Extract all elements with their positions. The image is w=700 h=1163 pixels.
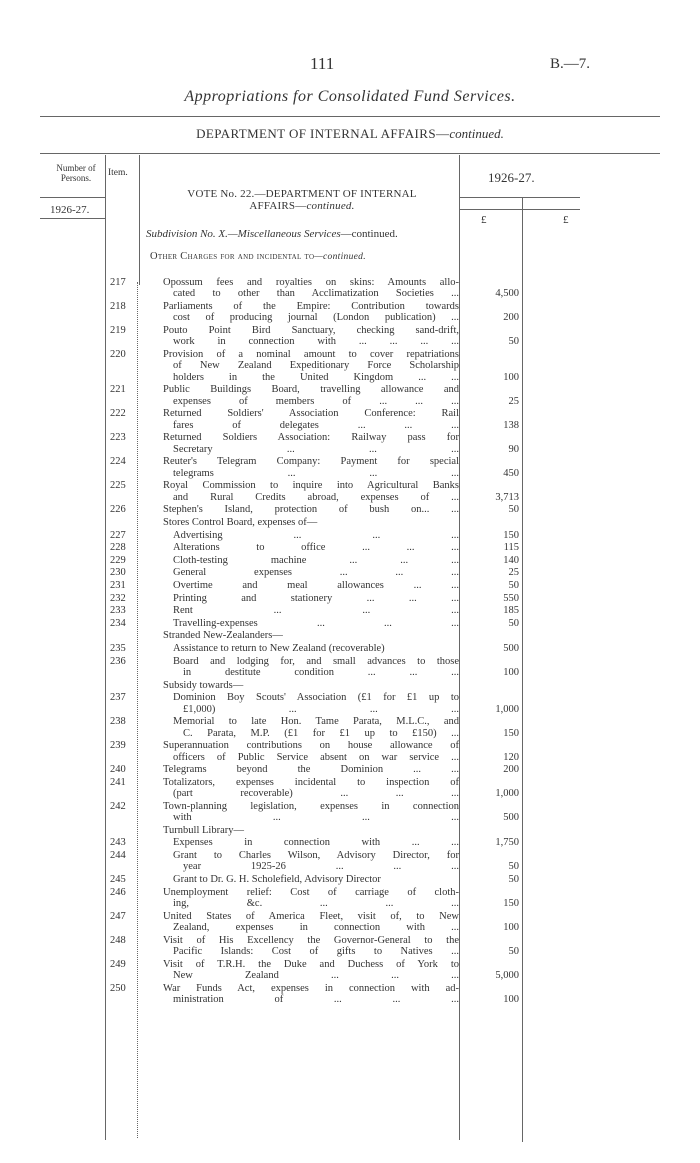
other-charges-heading <box>150 251 366 262</box>
description-line: Expenses in connection with ... ... <box>173 837 459 849</box>
description-line: and Rural Credits abroad, expenses of ... <box>173 491 459 503</box>
department-name: DEPARTMENT OF INTERNAL AFFAIRS— <box>196 126 450 141</box>
item-number: 243 <box>110 837 126 849</box>
item-column-rule-dotted <box>137 282 138 1138</box>
item-description <box>163 325 459 348</box>
vote-continued: continued. <box>306 200 355 212</box>
vote-affairs: AFFAIRS— <box>249 200 307 212</box>
description-line: Telegrams beyond the Dominion ... ... <box>163 764 459 776</box>
item-amount: 115 <box>503 542 519 554</box>
item-number: 245 <box>110 874 126 885</box>
description-line: War Funds Act, expenses in connection with ad- <box>163 982 459 994</box>
description-line: General expenses ... ... ... <box>173 567 459 579</box>
description-line: Secretary ... ... ... <box>173 443 459 455</box>
item-amount: 50 <box>508 580 519 591</box>
amount-header-rule <box>460 197 580 198</box>
item-amount: 150 <box>503 727 519 739</box>
item-description <box>163 384 459 407</box>
item-amount: 100 <box>503 371 519 383</box>
persons-header-rule <box>40 197 106 198</box>
description-line: Overtime and meal allowances ... ... <box>173 580 459 591</box>
description-line: Cloth-testing machine ... ... ... <box>173 554 459 566</box>
item-description <box>163 555 459 566</box>
item-header: Item. <box>108 168 128 178</box>
item-amount: 50 <box>508 874 519 885</box>
item-number: 246 <box>110 886 126 898</box>
item-description <box>163 777 459 800</box>
description-line: officers of Public Service absent on war service ... <box>173 751 459 763</box>
item-number: 225 <box>110 480 126 492</box>
item-amount: 100 <box>503 921 519 933</box>
title-rule <box>40 116 660 117</box>
description-line: fares of delegates ... ... ... <box>173 419 459 431</box>
item-number: 244 <box>110 850 126 861</box>
item-number: 227 <box>110 529 126 541</box>
department-continued: continued. <box>449 126 504 141</box>
table-top-rule <box>40 153 660 154</box>
description-line: Provision of a nominal amount to cover repatriations <box>163 349 459 360</box>
other-charges-continued: —continued. <box>314 252 366 262</box>
item-amount: 5,000 <box>495 969 519 981</box>
pound-rule <box>460 209 580 210</box>
description-line: telegrams ... ... ... <box>173 467 459 479</box>
description-line: Advertising ... ... ... <box>173 529 459 541</box>
description-line: Unemployment relief: Cost of carriage of cloth- <box>163 886 459 898</box>
description-line: Reuter's Telegram Company: Payment for special <box>163 456 459 468</box>
description-line: cated to other than Acclimatization Societies ... <box>173 288 459 300</box>
item-number: 248 <box>110 934 126 946</box>
description-line: New Zealand ... ... ... <box>173 970 459 981</box>
subdivision-suffix: —continued. <box>340 228 398 240</box>
item-amount: 200 <box>503 764 519 776</box>
item-number: 222 <box>110 408 126 420</box>
item-amount: 50 <box>508 945 519 957</box>
persons-column-rule <box>105 155 106 1140</box>
item-amount: 4,500 <box>495 288 519 300</box>
item-number: 238 <box>110 716 126 728</box>
item-description <box>163 542 459 553</box>
description-line: (part recoverable) ... ... ... <box>173 788 459 800</box>
department-heading <box>0 126 700 142</box>
description-line: Travelling-expenses ... ... ... <box>173 617 459 629</box>
description-line: Subsidy towards— <box>163 679 244 691</box>
item-description <box>163 504 459 515</box>
item-number: 221 <box>110 384 126 396</box>
description-line: ing, &c. ... ... ... <box>173 898 459 909</box>
description-line: Visit of T.R.H. the Duke and Duchess of York to <box>163 958 459 970</box>
item-description <box>163 630 459 641</box>
description-line: Stores Control Board, expenses of— <box>163 517 318 528</box>
item-description <box>163 716 459 739</box>
item-description <box>163 567 459 578</box>
description-line: Zealand, expenses in connection with ... <box>173 922 459 933</box>
item-amount: 25 <box>508 567 519 579</box>
description-line: Printing and stationery ... ... ... <box>173 592 459 604</box>
item-amount: 150 <box>503 529 519 541</box>
item-description <box>163 959 459 982</box>
item-number: 228 <box>110 542 126 554</box>
item-amount: 185 <box>503 605 519 617</box>
item-number: 236 <box>110 655 126 667</box>
item-number: 237 <box>110 692 126 704</box>
item-amount: 1,000 <box>495 788 519 800</box>
description-line: Grant to Dr. G. H. Scholefield, Advisory Director <box>173 874 381 885</box>
item-description <box>163 480 459 503</box>
description-line: Pouto Point Bird Sanctuary, checking sand-drift, <box>163 325 459 336</box>
description-line: Town-planning legislation, expenses in connection <box>163 800 459 812</box>
item-description <box>163 656 459 679</box>
item-amount: 138 <box>503 419 519 431</box>
item-amount: 3,713 <box>495 491 519 503</box>
description-line: Public Buildings Board, travelling allowance and <box>163 384 459 396</box>
item-description <box>163 911 459 934</box>
item-number: 250 <box>110 982 126 994</box>
item-description <box>163 740 459 763</box>
item-description <box>163 301 459 324</box>
item-description <box>163 530 459 541</box>
item-description <box>163 850 459 873</box>
persons-year-rule <box>40 218 106 219</box>
number-of-persons-header: Number of Persons. <box>56 163 96 183</box>
item-number: 233 <box>110 605 126 617</box>
item-description <box>163 432 459 455</box>
item-number: 242 <box>110 800 126 812</box>
item-amount: 50 <box>508 336 519 348</box>
description-line: Returned Soldiers' Association Conference: Rail <box>163 408 459 420</box>
description-line: Returned Soldiers Association: Railway pass for <box>163 432 459 444</box>
description-line: Parliaments of the Empire: Contribution towards <box>163 301 459 312</box>
item-description <box>163 605 459 616</box>
description-line: year 1925-26 ... ... ... <box>183 861 459 873</box>
item-number: 218 <box>110 301 126 312</box>
item-number: 223 <box>110 432 126 444</box>
page-number: 111 <box>310 54 335 73</box>
item-amount: 500 <box>503 812 519 824</box>
description-line: Opossum fees and royalties on skins: Amounts allo- <box>163 277 459 288</box>
description-line: Totalizators, expenses incidental to inspection of <box>163 776 459 788</box>
item-amount: 1,750 <box>495 837 519 849</box>
item-description <box>163 935 459 958</box>
description-line: Assistance to return to New Zealand (recoverable) <box>173 643 385 654</box>
description-line: Pacific Islands: Cost of gifts to Natives ... <box>173 946 459 957</box>
description-line: ministration of ... ... ... <box>173 994 459 1005</box>
amount-column-rule <box>522 197 523 1142</box>
item-number: 249 <box>110 958 126 970</box>
description-line: Stranded New-Zealanders— <box>163 630 283 642</box>
item-number: 247 <box>110 910 126 922</box>
item-amount: 90 <box>508 443 519 455</box>
item-number: 226 <box>110 504 126 516</box>
description-line: Stephen's Island, protection of bush on... ... <box>163 504 459 516</box>
item-column-rule <box>139 155 140 285</box>
description-column-rule <box>459 155 460 1140</box>
item-description <box>163 887 459 910</box>
item-number: 241 <box>110 776 126 788</box>
item-description <box>163 408 459 431</box>
pound-sign-1: £ <box>481 214 487 226</box>
item-amount: 140 <box>503 554 519 566</box>
description-line: work in connection with ... ... ... ... <box>173 336 459 348</box>
item-description <box>163 643 459 654</box>
item-number: 232 <box>110 592 126 604</box>
item-amount: 550 <box>503 592 519 604</box>
subdivision-title: Subdivision No. X.—Miscellaneous Services <box>146 228 341 240</box>
description-line: United States of America Fleet, visit of, to New <box>163 910 459 922</box>
document-reference: B.—7. <box>550 56 591 72</box>
item-description <box>163 983 459 1006</box>
subdivision-heading <box>146 228 398 240</box>
item-description <box>163 874 459 885</box>
description-line: Board and lodging for, and small advances to those <box>173 655 459 667</box>
item-number: 217 <box>110 277 126 288</box>
item-amount: 450 <box>503 467 519 479</box>
item-number: 235 <box>110 643 126 654</box>
item-amount: 50 <box>508 861 519 873</box>
item-amount: 25 <box>508 395 519 407</box>
description-line: Visit of His Excellency the Governor-General to the <box>163 934 459 946</box>
description-line: Memorial to late Hon. Tame Parata, M.L.C., and <box>173 716 459 728</box>
description-line: £1,000) ... ... ... <box>183 703 459 715</box>
description-line: holders in the United Kingdom ... ... <box>173 371 459 383</box>
description-line: Alterations to office ... ... ... <box>173 542 459 554</box>
item-description <box>163 680 459 691</box>
item-amount: 150 <box>503 897 519 909</box>
item-description <box>163 517 459 528</box>
appropriations-title: Appropriations for Consolidated Fund Services. <box>184 88 516 105</box>
description-line: cost of producing journal (London publication) ... <box>173 312 459 324</box>
item-description <box>163 801 459 824</box>
amount-year-header: 1926-27. <box>488 170 535 185</box>
item-amount: 500 <box>503 643 519 654</box>
pound-sign-2: £ <box>563 214 569 226</box>
item-description <box>163 580 459 591</box>
description-line: expenses of members of ... ... ... <box>173 395 459 407</box>
item-number: 224 <box>110 456 126 468</box>
item-description <box>163 825 459 836</box>
item-description <box>163 692 459 715</box>
description-line: Dominion Boy Scouts' Association (£1 for £1 up to <box>173 692 459 704</box>
item-description <box>163 593 459 604</box>
item-number: 240 <box>110 764 126 776</box>
item-description <box>163 764 459 775</box>
description-line: with ... ... ... <box>173 812 459 824</box>
item-amount: 100 <box>503 993 519 1005</box>
description-line: Royal Commission to inquire into Agricultural Banks <box>163 480 459 492</box>
item-number: 219 <box>110 325 126 336</box>
item-amount: 100 <box>503 666 519 678</box>
vote-line-2 <box>146 200 458 212</box>
description-line: of New Zealand Expeditionary Force Scholarship <box>173 360 459 372</box>
item-number: 231 <box>110 580 126 591</box>
description-line: Rent ... ... ... <box>173 605 459 617</box>
item-description <box>163 277 459 300</box>
item-amount: 200 <box>503 312 519 324</box>
description-line: in destitute condition ... ... ... <box>183 667 459 678</box>
item-amount: 50 <box>508 617 519 629</box>
description-line: Grant to Charles Wilson, Advisory Director, for <box>173 850 459 861</box>
persons-year-header: 1926-27. <box>50 204 90 216</box>
item-amount: 120 <box>503 751 519 763</box>
item-number: 234 <box>110 617 126 629</box>
vote-heading <box>146 188 458 212</box>
item-number: 230 <box>110 567 126 579</box>
item-number: 239 <box>110 740 126 752</box>
description-line: Superannuation contributions on house allowance of <box>163 740 459 752</box>
item-description <box>163 349 459 383</box>
item-number: 220 <box>110 349 126 360</box>
description-line: C. Parata, M.P. (£1 for £1 up to £150) ... <box>183 727 459 739</box>
item-description <box>163 837 459 848</box>
item-number: 229 <box>110 554 126 566</box>
other-charges-title: Other Charges for and incidental to <box>150 251 315 262</box>
item-description <box>163 456 459 479</box>
vote-line-1: VOTE No. 22.—DEPARTMENT OF INTERNAL <box>187 188 417 200</box>
item-amount: 50 <box>508 504 519 516</box>
item-amount: 1,000 <box>495 703 519 715</box>
item-description <box>163 618 459 629</box>
description-line: Turnbull Library— <box>163 824 244 836</box>
